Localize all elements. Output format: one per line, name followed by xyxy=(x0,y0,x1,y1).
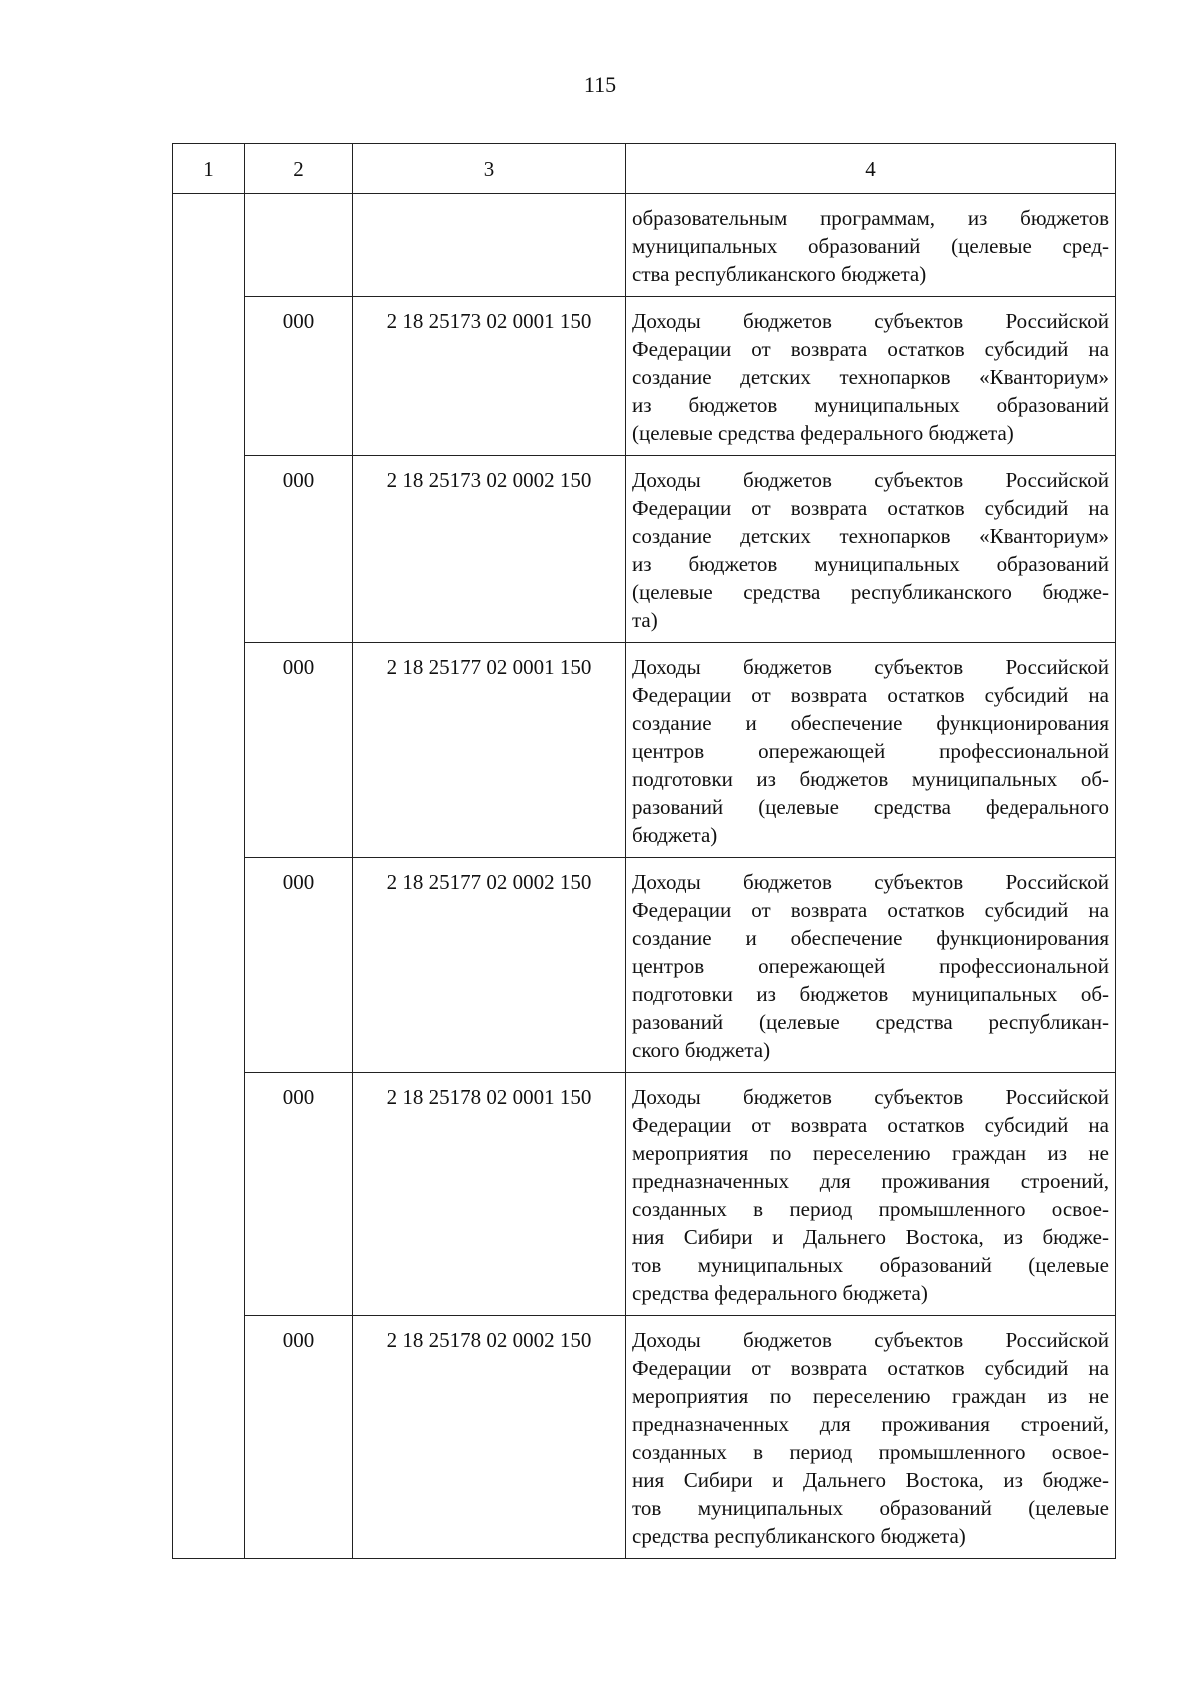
description-line: из бюджетов муниципальных образований xyxy=(632,552,1109,576)
description-line: разований (целевые средства республикан- xyxy=(632,1010,1109,1034)
description-line: ния Сибири и Дальнего Востока, из бюдже- xyxy=(632,1468,1109,1492)
table-row xyxy=(173,1316,1116,1559)
admin-code-cell: 000 xyxy=(245,858,353,1073)
description-cell xyxy=(626,643,1116,858)
description-line: муниципальных образований (целевые сред- xyxy=(632,234,1109,258)
description-line: Федерации от возврата остатков субсидий на xyxy=(632,683,1109,707)
table-body xyxy=(173,194,1116,1559)
description-line: средства республиканского бюджета) xyxy=(632,1524,966,1548)
header-col-4: 4 xyxy=(626,144,1116,194)
description-line: Доходы бюджетов субъектов Российской xyxy=(632,655,1109,679)
description-line: ства республиканского бюджета) xyxy=(632,262,927,286)
description-line: тов муниципальных образований (целевые xyxy=(632,1253,1109,1277)
admin-code-cell: 000 xyxy=(245,1073,353,1316)
budget-code-cell: 2 18 25177 02 0001 150 xyxy=(353,643,626,858)
description-line: Федерации от возврата остатков субсидий на xyxy=(632,337,1109,361)
description-line: создание детских технопарков «Кванториум» xyxy=(632,365,1109,389)
description-cell xyxy=(626,1316,1116,1559)
table-row xyxy=(173,1073,1116,1316)
description-cell xyxy=(626,456,1116,643)
description-line: подготовки из бюджетов муниципальных об- xyxy=(632,767,1109,791)
description-line: Доходы бюджетов субъектов Российской xyxy=(632,309,1109,333)
header-col-2: 2 xyxy=(245,144,353,194)
description-line: созданных в период промышленного освое- xyxy=(632,1197,1109,1221)
description-line: Федерации от возврата остатков субсидий на xyxy=(632,1356,1109,1380)
description-cell xyxy=(626,297,1116,456)
description-line: предназначенных для проживания строений, xyxy=(632,1412,1109,1436)
description-line: создание и обеспечение функционирования xyxy=(632,711,1109,735)
description-cell xyxy=(626,194,1116,297)
table-row xyxy=(173,297,1116,456)
description-line: создание и обеспечение функционирования xyxy=(632,926,1109,950)
description-cell xyxy=(626,858,1116,1073)
description-line: из бюджетов муниципальных образований xyxy=(632,393,1109,417)
description-line: подготовки из бюджетов муниципальных об- xyxy=(632,982,1109,1006)
description-line: образовательным программам, из бюджетов xyxy=(632,206,1109,230)
description-line: центров опережающей профессиональной xyxy=(632,739,1109,763)
description-line: созданных в период промышленного освое- xyxy=(632,1440,1109,1464)
budget-code-cell: 2 18 25178 02 0001 150 xyxy=(353,1073,626,1316)
description-line: мероприятия по переселению граждан из не xyxy=(632,1141,1109,1165)
admin-code-cell: 000 xyxy=(245,297,353,456)
admin-code-cell: 000 xyxy=(245,456,353,643)
budget-code-cell: 2 18 25173 02 0001 150 xyxy=(353,297,626,456)
description-line: предназначенных для проживания строений, xyxy=(632,1169,1109,1193)
description-line: ского бюджета) xyxy=(632,1038,771,1062)
description-line: тов муниципальных образований (целевые xyxy=(632,1496,1109,1520)
admin-code-cell: 000 xyxy=(245,1316,353,1559)
description-line: Доходы бюджетов субъектов Российской xyxy=(632,1085,1109,1109)
description-line: Доходы бюджетов субъектов Российской xyxy=(632,468,1109,492)
admin-code-cell: 000 xyxy=(245,643,353,858)
description-cell xyxy=(626,1073,1116,1316)
budget-code-cell: 2 18 25177 02 0002 150 xyxy=(353,858,626,1073)
description-line: бюджета) xyxy=(632,823,718,847)
description-line: средства федерального бюджета) xyxy=(632,1281,928,1305)
table-row xyxy=(173,456,1116,643)
description-line: (целевые средства республиканского бюдже- xyxy=(632,580,1109,604)
description-line: Доходы бюджетов субъектов Российской xyxy=(632,870,1109,894)
description-line: та) xyxy=(632,608,658,632)
budget-code-cell: 2 18 25178 02 0002 150 xyxy=(353,1316,626,1559)
table-row xyxy=(173,858,1116,1073)
header-col-1: 1 xyxy=(173,144,245,194)
admin-code-cell xyxy=(245,194,353,297)
description-line: разований (целевые средства федерального xyxy=(632,795,1109,819)
table-row xyxy=(173,643,1116,858)
budget-code-table xyxy=(172,143,1116,1559)
description-line: центров опережающей профессиональной xyxy=(632,954,1109,978)
table-header-row xyxy=(173,144,1116,194)
description-line: Федерации от возврата остатков субсидий на xyxy=(632,1113,1109,1137)
description-line: мероприятия по переселению граждан из не xyxy=(632,1384,1109,1408)
description-line: ния Сибири и Дальнего Востока, из бюдже- xyxy=(632,1225,1109,1249)
col1-merged-cell xyxy=(173,194,245,1559)
table-row xyxy=(173,194,1116,297)
description-line: Федерации от возврата остатков субсидий на xyxy=(632,898,1109,922)
page-number: 115 xyxy=(583,72,617,97)
description-line: Федерации от возврата остатков субсидий на xyxy=(632,496,1109,520)
budget-code-cell: 2 18 25173 02 0002 150 xyxy=(353,456,626,643)
description-line: Доходы бюджетов субъектов Российской xyxy=(632,1328,1109,1352)
budget-code-cell xyxy=(353,194,626,297)
header-col-3: 3 xyxy=(353,144,626,194)
description-line: (целевые средства федерального бюджета) xyxy=(632,421,1014,445)
description-line: создание детских технопарков «Кванториум» xyxy=(632,524,1109,548)
